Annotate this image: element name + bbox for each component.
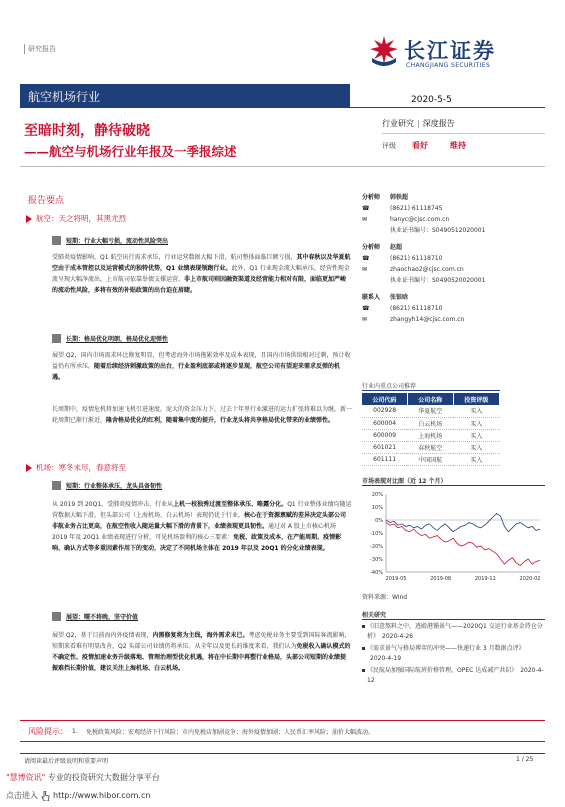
table-header-cell: 公司代码	[362, 393, 407, 405]
table-cell: 白云机场	[407, 417, 453, 429]
related-item-title: 《旧意熬料之中，逃殿港循景气——2020Q1 交运行业基金持仓分析》	[367, 623, 543, 640]
risk-num: 1.	[72, 727, 78, 735]
table-cell: 002928	[362, 405, 407, 417]
related-title: 相关研究	[362, 612, 387, 619]
table-cell: 上海机场	[407, 429, 453, 441]
promo-text: 专业的投资研究大数据分享平台	[47, 773, 160, 782]
aviation-para2: 展望 Q2，国内市场需求环比修复明显，但考虑海外市场拖累效率及成本表现，且国内市场供给相对过剩，预计收益仍有所承压。随着后续经济刺激政策的出台，行业盈利底部或将逐步显现，航空公司有望迎来需求反弹的机遇。	[52, 352, 351, 381]
analyst-name: 赵超	[390, 244, 403, 251]
aviation-para1: 受肺炎疫情影响，Q1 航空出行需求承压，行业运营数据大幅下滑，航司整体面临巨额亏损，其中春秋以及华夏航空由于成本管控以及运营模式的独特优势，Q1 业绩表现领跑行业。此外，Q1 行业现金流大幅承压，经营性现金流呈现大幅净流出，上市航司依靠举债支撑运营，非上市航司则因融资渠道及经营能力相对有限，面临更加严峻的流动性风险，多将有效的补贴政策的出台迫在眉睫。	[52, 254, 351, 294]
phone-icon: ☎	[362, 205, 370, 212]
table-cell: 买入	[453, 429, 499, 441]
risk-label: 风险提示：	[28, 726, 68, 736]
phone-icon: ☎	[362, 255, 370, 262]
related-item[interactable]	[362, 666, 545, 686]
table-cell: 买入	[453, 453, 499, 465]
report-kind: 行业研究	[382, 119, 414, 128]
related-item-date: 2020-4-26	[382, 633, 414, 640]
industry-name: 航空机场行业	[28, 89, 101, 104]
table-cell: 买入	[453, 417, 499, 429]
bullet-triangle-icon	[26, 215, 32, 223]
chart-title-rule	[362, 485, 545, 486]
cursor-hand-icon	[41, 791, 50, 801]
airport-heading: 机场：寒冬未尽，春意将至	[26, 462, 126, 473]
analyst-email[interactable]: zhaochao2@cjsc.com.cn	[390, 266, 464, 273]
y-tick-label: -10%	[370, 531, 383, 537]
summary-label: 报告要点	[28, 196, 65, 206]
bullet-square-icon	[52, 236, 61, 245]
related-item-title: 《民航局加强国际航班价格管理，OPEC 达成减产共识》	[367, 667, 518, 674]
report-date: 2020-5-5	[411, 95, 452, 105]
bullet-dot-icon	[362, 625, 365, 628]
stock-table-title: 行业内重点公司推荐	[362, 383, 417, 390]
report-type-text: 研究报告	[28, 45, 56, 53]
stock-table	[362, 393, 500, 466]
related-item-date: 2020-4-12	[367, 667, 544, 684]
table-cell: 600009	[362, 429, 407, 441]
analyst-entry	[362, 242, 545, 286]
brand-name-cn: 长江证券	[404, 39, 496, 63]
airport-sub1: 短期：行业整体承压，龙头具备韧性	[52, 481, 162, 490]
phone-icon: ☎	[362, 305, 370, 312]
rating-row	[382, 140, 545, 151]
analyst-block	[362, 192, 545, 331]
promo-brand: "慧博资讯"	[6, 773, 46, 782]
report-title-line1: 至暗时刻，静待破晓	[24, 123, 150, 139]
aviation-heading: 航空：天之将明，其黑尤烈	[26, 213, 126, 224]
logo-mark-icon	[368, 34, 400, 68]
aviation-sub2: 长期：格局优化明朗，格局优化迎弹性	[52, 334, 168, 343]
analyst-email[interactable]: zhangyh14@cjsc.com.cn	[390, 316, 465, 323]
table-row	[362, 429, 500, 441]
x-tick-label: 2020-02	[519, 576, 541, 582]
table-cell: 买入	[453, 441, 499, 453]
stock-table-rule	[362, 390, 500, 391]
y-tick-label: -30%	[370, 557, 383, 563]
aviation-para3: 长周期中，疫情危机将加速飞机引进速度，庞大的资金压力下，过去十年里行业激进的运力扩张将难以为继，新一轮周期已渐行渐近，隆舍格局优化的红利，随着集中度的提升，行业龙头将共享格局优化带来的业绩弹性。	[52, 406, 353, 424]
report-type-tag	[24, 44, 56, 54]
report-sub: 深度报告	[422, 119, 455, 128]
bullet-square-icon	[52, 612, 61, 621]
analyst-role: 分析师	[362, 244, 381, 251]
airport-para1: 从 2019 到 20Q1，受肺炎疫情冲击，行业从上机一枝独秀过渡至整体承压、略露分化。Q1 行业整体业绩均随运营数据大幅下滑，但头部公司（上海机场、白云机场）表现仍优于行业，核心在于资源禀赋的差异决定头部公司非航业务占比更高，在航空性收入随运量大幅下滑的背景下，业绩表现更具韧性。通过对 A 股上市核心机场 2019 年及 20Q1 业绩表现进行分析，可见机场盈利的核心三要素：免税、政策及成本，在产能周期、疫情影响、确认方式等多重因素作用下的变动，决定了不同机场主体在 2019 年以及 20Q1 的分化业绩表现。	[52, 501, 352, 552]
table-header-cell: 公司名称	[407, 393, 453, 405]
report-title-line2: ——航空与机场行业年报及一季报综述	[24, 144, 237, 159]
analyst-role: 联系人	[362, 294, 381, 301]
airport-para2: 展望 Q2，基于目前海内外疫情表现，内需修复将为主线，海外需求未已。考虑免税业务主要受到国际客流影响，短期来看难有明显改善，Q2 头部公司业绩仍将承压。从全年以及更长的维度来看，我们认为免税收入确认模式的不确定性、疫情加速业务升级落地、管理治理型优化机遇，将在中长期中再塑行业格局，头部公司短期的业绩提振难挡长期价值，建议关注上海机场、白云机场。	[52, 632, 351, 672]
link-prefix: 点击进入	[6, 791, 38, 800]
analyst-phone: (8621) 61118745	[390, 205, 443, 212]
analyst-name: 韩轶超	[390, 194, 409, 201]
promo-link-line	[6, 790, 150, 801]
y-tick-label: -20%	[370, 544, 383, 550]
y-tick-label: 0%	[375, 518, 383, 524]
chart-source: 资料来源：Wind	[362, 594, 408, 601]
link-url[interactable]: http://www.hibor.com.cn	[53, 791, 151, 800]
footer-page-number: 1 / 25	[516, 756, 534, 763]
related-item-title: 《需求景气与格局博弈的冲突——快递行业 3 月数据点评》	[367, 645, 525, 652]
x-tick-label: 2019-05	[385, 576, 407, 582]
bullet-triangle-icon	[26, 464, 32, 472]
analyst-phone: (8621) 61118710	[390, 305, 443, 312]
market-performance-chart	[362, 488, 545, 588]
bullet-dot-icon	[362, 647, 365, 650]
airport-sub2: 展望：曙不将晚，坚守价值	[52, 612, 138, 621]
analyst-entry	[362, 192, 545, 236]
table-row	[362, 405, 500, 417]
analyst-entry	[362, 292, 545, 325]
table-cell: 中国国航	[407, 453, 453, 465]
analyst-license: 执业证书编号：S0490512020001	[390, 227, 486, 234]
risk-text: 免税政策风险；宏观经济下行风险；市内免税店加剧竞争；海外疫情加剧；人民币汇率风险；油价大幅波动。	[86, 728, 375, 736]
table-row	[362, 453, 500, 465]
email-icon: ✉	[362, 316, 368, 323]
promo-line	[6, 772, 160, 783]
banner-rule	[350, 107, 545, 108]
related-rule	[362, 619, 545, 620]
table-cell: 601021	[362, 441, 407, 453]
rating-change: 维持	[450, 141, 466, 150]
analyst-role: 分析师	[362, 194, 381, 201]
rating-value: 看好	[412, 141, 428, 150]
table-row	[362, 417, 500, 429]
table-cell: 春秋航空	[407, 441, 453, 453]
email-icon: ✉	[362, 266, 368, 273]
table-row	[362, 441, 500, 453]
analyst-email[interactable]: hanyc@cjsc.com.cn	[390, 216, 450, 223]
analyst-name: 张银晗	[390, 294, 409, 301]
analyst-phone: (8621) 61118710	[390, 255, 443, 262]
y-tick-label: 20%	[371, 492, 383, 498]
table-cell: 华夏航空	[407, 405, 453, 417]
series-line-0	[386, 523, 540, 566]
table-cell: 601111	[362, 453, 407, 465]
related-list	[362, 622, 545, 688]
footer-disclaimer[interactable]: 请阅读最后评级说明和重要声明	[24, 758, 109, 765]
x-tick-label: 2019-08	[430, 576, 452, 582]
x-tick-label: 2019-11	[474, 576, 496, 582]
brand-logo	[368, 34, 528, 74]
footer-rule	[20, 753, 545, 754]
bullet-square-icon	[52, 334, 61, 343]
analyst-list	[362, 192, 545, 325]
email-icon: ✉	[362, 216, 368, 223]
y-tick-label: 10%	[371, 505, 383, 511]
brand-name-en: CHANGJIANG SECURITIES	[406, 62, 491, 69]
title-rule	[20, 166, 545, 167]
table-cell: 买入	[453, 405, 499, 417]
chart-title: 市场表现对比图（近 12 个月）	[362, 478, 447, 485]
y-tick-label: -40%	[370, 570, 383, 576]
bullet-dot-icon	[362, 669, 365, 672]
analyst-license: 执业证书编号：S0490520020001	[390, 277, 486, 284]
related-item-date: 2020-4-19	[370, 655, 402, 662]
risk-box	[20, 720, 545, 742]
series-line-1	[386, 514, 540, 532]
industry-banner	[20, 84, 350, 108]
aviation-sub1: 短期：行业大幅亏损，流动性风险突出	[52, 236, 168, 245]
table-header-row	[362, 393, 500, 405]
table-cell: 600004	[362, 417, 407, 429]
related-item[interactable]	[362, 644, 545, 664]
related-item[interactable]	[362, 622, 545, 642]
bullet-square-icon	[52, 481, 61, 490]
report-meta-row: 行业研究 | 深度报告	[382, 114, 545, 134]
table-header-cell: 投资评级	[453, 393, 499, 405]
rating-label: 评级	[382, 141, 396, 150]
